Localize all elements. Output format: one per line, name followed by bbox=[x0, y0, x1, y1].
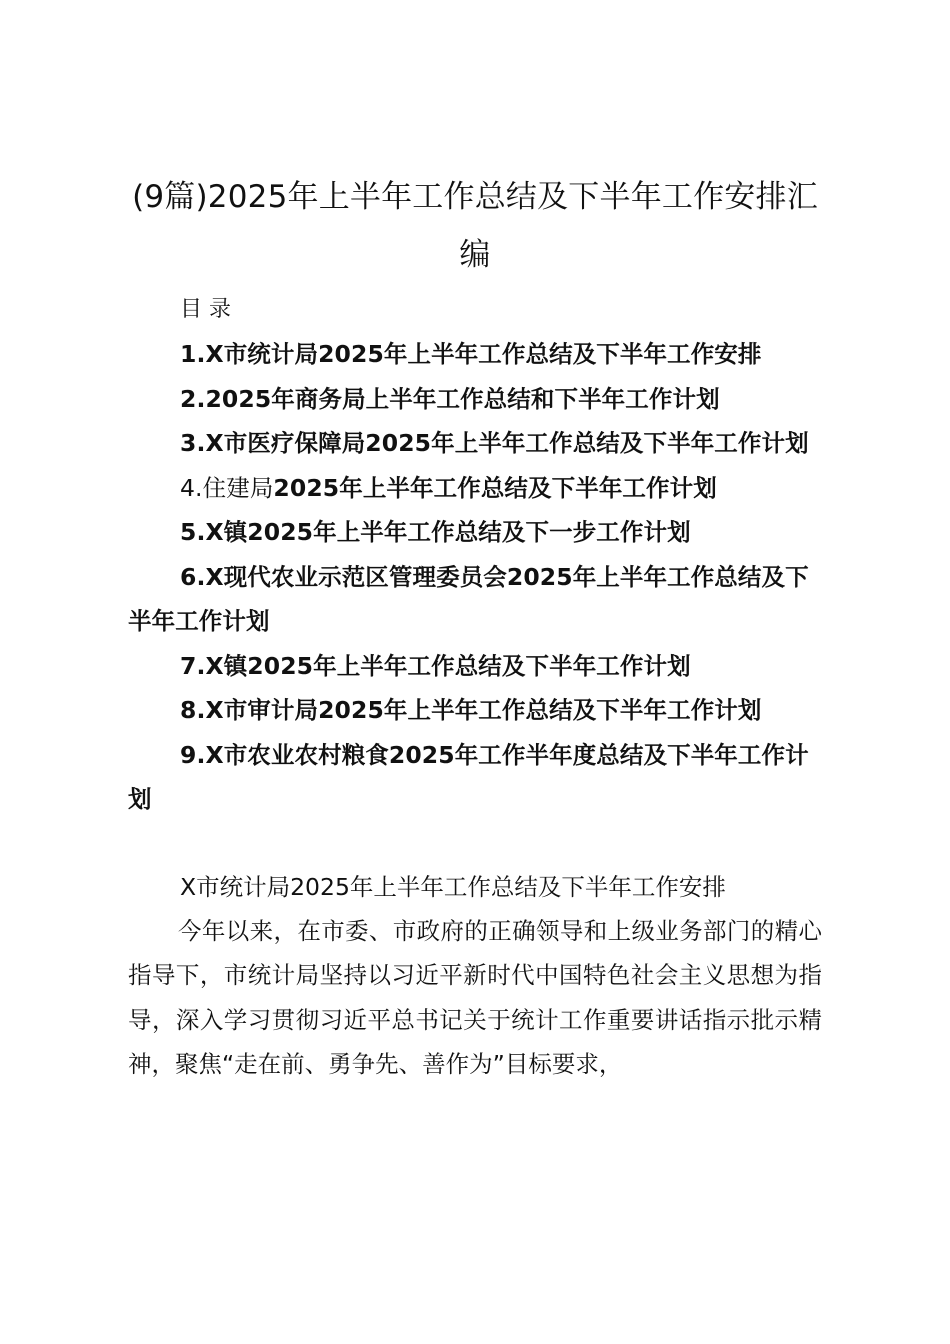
toc-item-5 bbox=[128, 510, 822, 555]
toc-item-3-text: 3.X市医疗保障局2025年上半年工作总结及下半年工作计划 bbox=[180, 429, 809, 457]
toc-item-2 bbox=[128, 377, 822, 422]
toc-item-1 bbox=[128, 332, 822, 377]
toc-item-5-text: 5.X镇2025年上半年工作总结及下一步工作计划 bbox=[180, 518, 691, 546]
toc-item-4-text: 2025年上半年工作总结及下半年工作计划 bbox=[273, 473, 717, 502]
toc-heading: 目 录 bbox=[180, 297, 231, 322]
toc-item-4-prefix: 4.住建局 bbox=[180, 473, 274, 502]
toc-item-7-text: 7.X镇2025年上半年工作总结及下半年工作计划 bbox=[180, 651, 691, 680]
body-section bbox=[128, 865, 822, 1087]
section-title: X市统计局2025年上半年工作总结及下半年工作安排 bbox=[180, 872, 726, 901]
toc-item-4 bbox=[128, 466, 822, 511]
toc-item-9 bbox=[128, 733, 822, 822]
body-paragraph: 今年以来，在市委、市政府的正确领导和上级业务部门的精心指导下，市统计局坚持以习近平新时代中国特色社会主义思想为指导，深入学习贯彻习近平总书记关于统计工作重要讲话指示批示精神，聚焦“走在前、勇争先、善作为”目标要求， bbox=[128, 916, 822, 1078]
document-content bbox=[128, 168, 822, 1087]
toc-item-7 bbox=[128, 644, 822, 689]
toc-list bbox=[128, 332, 822, 822]
toc-item-8-text: 8.X市审计局2025年上半年工作总结及下半年工作计划 bbox=[180, 696, 762, 724]
toc-item-6 bbox=[128, 555, 822, 644]
toc-item-8 bbox=[128, 688, 822, 733]
toc-item-1-text: 1.X市统计局2025年上半年工作总结及下半年工作安排 bbox=[180, 340, 762, 368]
toc-item-6-text: 6.X现代农业示范区管理委员会2025年上半年工作总结及下半年工作计划 bbox=[128, 562, 809, 635]
document-title: (9篇)2025年上半年工作总结及下半年工作安排汇编 bbox=[132, 179, 818, 273]
toc-item-2-text: 2.2025年商务局上半年工作总结和下半年工作计划 bbox=[180, 384, 720, 413]
toc-item-3 bbox=[128, 421, 822, 466]
toc-item-9-text: 9.X市农业农村粮食2025年工作半年度总结及下半年工作计划 bbox=[128, 740, 809, 813]
